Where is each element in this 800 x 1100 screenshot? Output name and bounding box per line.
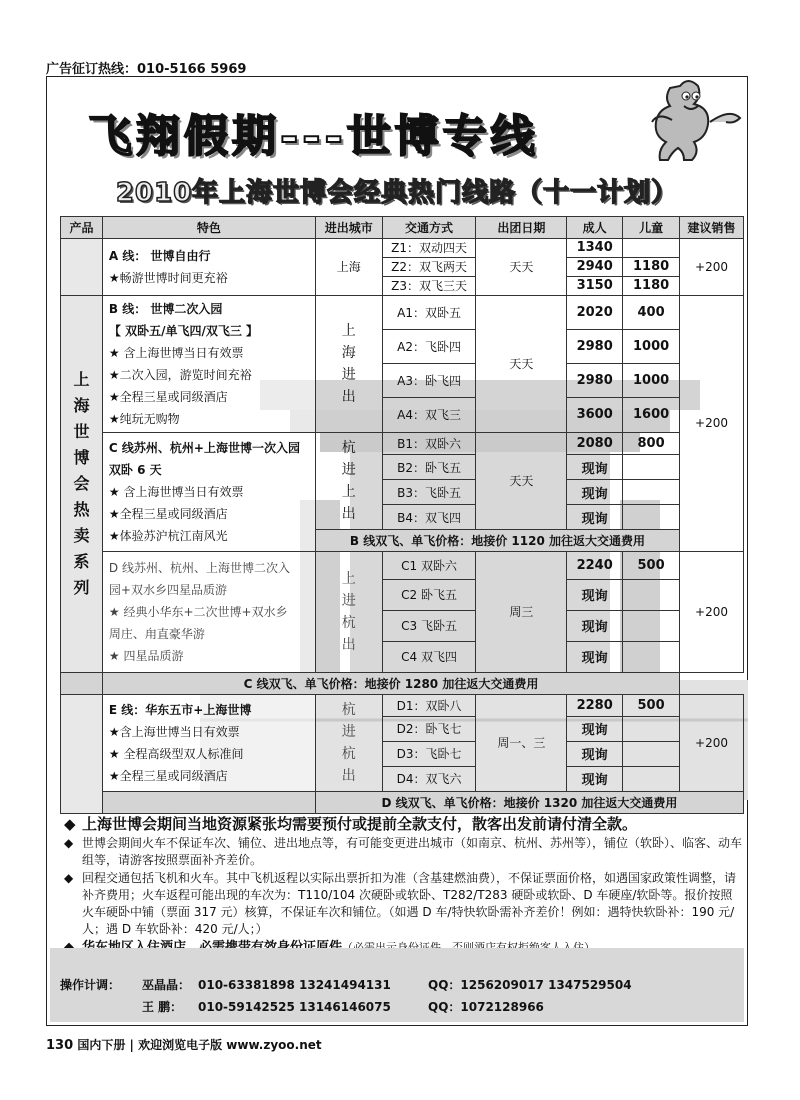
table-row: [61, 694, 744, 716]
transport: B2：卧飞五: [382, 455, 476, 480]
line-b-date: 天天: [476, 295, 567, 432]
header-child: 儿童: [623, 217, 680, 239]
header-transport: 交通方式: [382, 217, 476, 239]
line-bc-suggest: +200: [680, 295, 744, 551]
transport: C1 双卧六: [382, 552, 476, 580]
table-row: [61, 432, 744, 454]
contact-phones: 010-63381898 13241494131: [198, 978, 391, 992]
transport: C2 卧飞五: [382, 579, 476, 610]
transport: D4：双飞六: [382, 766, 476, 791]
child-price: [623, 641, 680, 672]
child-price: 400: [623, 295, 680, 329]
transport: A3：卧飞四: [382, 364, 476, 398]
adult-price: 2020: [567, 295, 623, 329]
haibao-mascot-icon: [640, 76, 750, 166]
contact-qq: QQ：1072128966: [428, 1000, 544, 1014]
header-product: 产品: [61, 217, 103, 239]
child-price: 1000: [623, 364, 680, 398]
line-e-suggest: +200: [680, 694, 744, 792]
line-d-price-note-row: [61, 792, 744, 814]
transport: B4：双飞四: [382, 504, 476, 529]
child-price: 1600: [623, 398, 680, 432]
child-price: 1000: [623, 329, 680, 363]
line-c-features: C 线苏州、杭州+上海世博一次入园 双卧 6 天 ★ 含上海世博当日有效票 ★全程三星或同级酒店 ★体验苏沪杭江南风光: [102, 432, 315, 551]
transport: D1：双卧八: [382, 694, 476, 716]
child-price: 500: [623, 552, 680, 580]
child-price: [623, 716, 680, 741]
contact-name: 巫晶晶：: [142, 978, 191, 992]
adult-price: 3600: [567, 398, 623, 432]
table-header-row: [61, 217, 744, 239]
note-item: ◆ 回程交通包括飞机和火车。其中飞机返程以实际出票折扣为准（含基建燃油费），不保证票面价格，如遇国家政策性调整，请补齐费用；火车返程可能出现的车次为：T110/104 次硬卧或软卧、T282/T283 硬卧或软卧、D 车硬座/软卧等。报价按照火车硬卧中铺（票面 317 元）核算，不保证车次和铺位。（如遇 D 车/特快软卧需补齐差价！例如：遇特快软卧补：190 元/人；遇 D 车软卧补：420 元/人；）: [64, 871, 737, 936]
line-d-suggest: +200: [680, 552, 744, 672]
child-price: [623, 504, 680, 529]
category-label: 上 海 世 博 会 热 卖 系 列: [61, 295, 103, 672]
adult-price: 现询: [567, 641, 623, 672]
transport: B3：飞卧五: [382, 480, 476, 505]
line-a-suggest: +200: [680, 239, 744, 296]
line-e-features: E 线：华东五市+上海世博 ★含上海世博当日有效票 ★ 全程高级型双人标准间 ★全程三星或同级酒店: [102, 694, 315, 792]
adult-price: 现询: [567, 579, 623, 610]
child-price: 1180: [623, 257, 680, 276]
subtitle: 2010年上海世博会经典热门线路（十一计划）: [115, 178, 679, 208]
page-number: 130: [46, 1038, 74, 1053]
adult-price: 3150: [567, 276, 623, 295]
line-c-price-note-row: [61, 672, 744, 694]
adult-price: 2940: [567, 257, 623, 276]
line-a-date: 天天: [476, 239, 567, 296]
hotline: 广告征订热线：010-5166 5969: [46, 62, 247, 77]
child-price: 800: [623, 432, 680, 454]
contact-label: 操作计调：: [60, 978, 121, 992]
adult-price: 2280: [567, 694, 623, 716]
table-row: [61, 552, 744, 580]
footer-section: 国内下册: [77, 1038, 126, 1052]
line-c-price-note: C 线双飞、单飞价格：地接价 1280 加往返大交通费用: [102, 672, 679, 694]
transport: A2：飞卧四: [382, 329, 476, 363]
adult-price: 现询: [567, 716, 623, 741]
routes-table: [60, 216, 744, 814]
child-price: [623, 579, 680, 610]
line-d-city: 上 进 杭 出: [315, 552, 382, 672]
adult-price: 2980: [567, 329, 623, 363]
child-price: [623, 239, 680, 258]
main-title: 飞翔假期---世博专线: [88, 111, 539, 162]
notes-section: [60, 814, 744, 957]
line-d-price-note: D 线双飞、单飞价格：地接价 1320 加往返大交通费用: [315, 792, 743, 814]
note-item: ◆ 上海世博会期间当地资源紧张均需要预付或提前全款支付，散客出发前请付清全款。: [64, 815, 638, 833]
line-d-features: D 线苏州、杭州、上海世博二次入 园+双水乡四星品质游 ★ 经典小华东+二次世博+双水乡 周庄、甪直豪华游 ★ 四星品质游: [102, 552, 315, 672]
adult-price: 现询: [567, 741, 623, 766]
header-adult: 成人: [567, 217, 623, 239]
child-price: [623, 455, 680, 480]
adult-price: 现询: [567, 504, 623, 529]
child-price: 1180: [623, 276, 680, 295]
transport: D2：卧飞七: [382, 716, 476, 741]
header-city: 进出城市: [315, 217, 382, 239]
adult-price: 现询: [567, 610, 623, 641]
transport: Z1：双动四天: [382, 239, 476, 258]
adult-price: 1340: [567, 239, 623, 258]
adult-price: 现询: [567, 766, 623, 791]
child-price: 500: [623, 694, 680, 716]
transport: C4 双飞四: [382, 641, 476, 672]
adult-price: 2080: [567, 432, 623, 454]
child-price: [623, 766, 680, 791]
line-a-features: A 线： 世博自由行 ★畅游世博时间更充裕: [102, 239, 315, 296]
line-b-price-note: B 线双飞、单飞价格：地接价 1120 加往返大交通费用: [315, 530, 679, 552]
contact-bar: [50, 948, 744, 1022]
table-row: [61, 239, 744, 258]
line-a-city: 上海: [315, 239, 382, 296]
footer-link[interactable]: 欢迎浏览电子版 www.zyoo.net: [138, 1038, 322, 1052]
adult-price: 2240: [567, 552, 623, 580]
line-b-features: B 线： 世博二次入园 【 双卧五/单飞四/双飞三 】 ★ 含上海世博当日有效票 ★二次入园，游览时间充裕 ★全程三星或同级酒店 ★纯玩无购物: [102, 295, 315, 432]
line-e-date: 周一、三: [476, 694, 567, 792]
transport: A4：双飞三: [382, 398, 476, 432]
header-date: 出团日期: [476, 217, 567, 239]
note-item: ◆ 世博会期间火车不保证车次、铺位、进出地点等，有可能变更进出城市（如南京、杭州、苏州等），铺位（软卧）、临客、动车组等，请游客按照票面补齐差价。: [64, 836, 743, 867]
adult-price: 现询: [567, 480, 623, 505]
transport: Z3：双飞三天: [382, 276, 476, 295]
contact-qq: QQ：1256209017 1347529504: [428, 978, 632, 992]
contact-phones: 010-59142525 13146146075: [198, 1000, 391, 1014]
line-d-date: 周三: [476, 552, 567, 672]
page-footer: 130 国内下册 | 欢迎浏览电子版 www.zyoo.net: [46, 1038, 322, 1053]
title-banner: [46, 96, 748, 166]
empty-product-cell: [61, 239, 103, 296]
child-price: [623, 480, 680, 505]
child-price: [623, 610, 680, 641]
line-b-city: 上 海 进 出: [315, 295, 382, 432]
header-suggest: 建议销售: [680, 217, 744, 239]
line-e-city: 杭 进 杭 出: [315, 694, 382, 792]
header-feature: 特色: [102, 217, 315, 239]
adult-price: 2980: [567, 364, 623, 398]
contact-name: 王 鹏：: [142, 1000, 183, 1014]
empty-product-cell: [61, 694, 103, 814]
transport: Z2：双飞两天: [382, 257, 476, 276]
contact-row: [60, 998, 544, 1015]
transport: D3：飞卧七: [382, 741, 476, 766]
line-c-date: 天天: [476, 432, 567, 529]
adult-price: 现询: [567, 455, 623, 480]
line-c-city: 杭 进 上 出: [315, 432, 382, 529]
table-row: [61, 295, 744, 329]
contact-row: [60, 976, 632, 993]
transport: A1：双卧五: [382, 295, 476, 329]
transport: B1：双卧六: [382, 432, 476, 454]
transport: C3 飞卧五: [382, 610, 476, 641]
child-price: [623, 741, 680, 766]
